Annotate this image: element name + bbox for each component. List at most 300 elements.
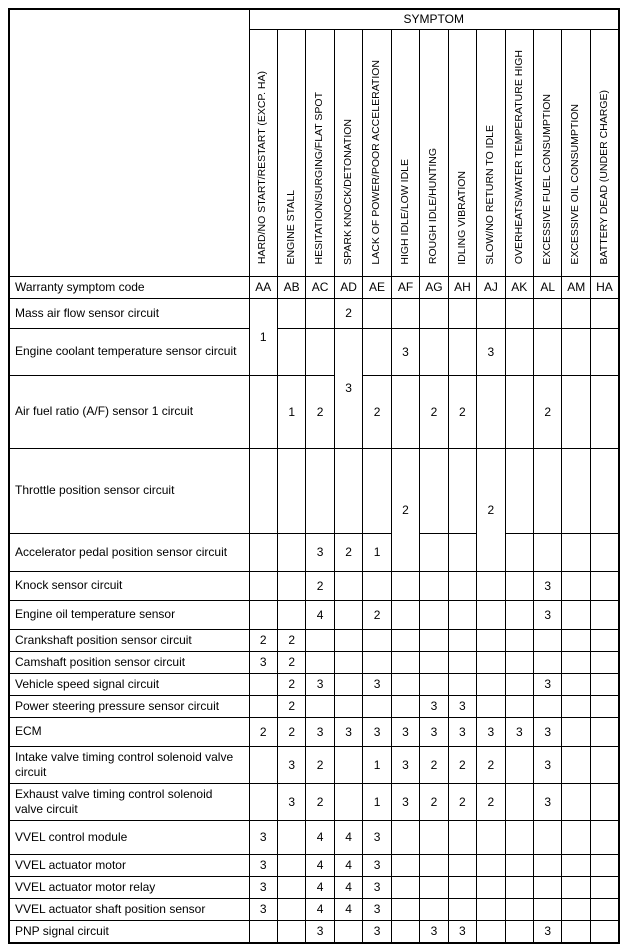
empty-cell [477,571,505,600]
row-label: PNP signal circuit [9,920,249,943]
value-cell-af: 3 [391,717,419,746]
value-cell-ab: 3 [277,746,305,783]
value-cell-aj: 2 [477,783,505,820]
empty-cell [534,695,562,717]
row-label: VVEL actuator motor relay [9,876,249,898]
value-cell-ac: 3 [306,717,334,746]
empty-cell [391,600,419,629]
symptom-column-header-ad [334,29,362,276]
empty-cell [505,876,533,898]
value-cell-ab: 2 [277,695,305,717]
value-cell-ag: 3 [420,920,448,943]
table-row [9,717,619,746]
empty-cell [448,298,476,328]
symptom-column-header-ah [448,29,476,276]
empty-cell [590,746,619,783]
value-cell-aa: 3 [249,854,277,876]
empty-cell [477,375,505,448]
empty-cell [306,298,334,328]
value-cell-ae: 3 [363,898,391,920]
empty-cell [477,651,505,673]
empty-cell [590,898,619,920]
value-cell-al: 3 [534,717,562,746]
symptom-column-header-ae [363,29,391,276]
symptom-column-header-al [534,29,562,276]
empty-cell [249,448,277,533]
empty-cell [277,820,305,854]
empty-cell [590,876,619,898]
empty-cell [505,651,533,673]
empty-cell [562,898,590,920]
value-cell-ae: 1 [363,746,391,783]
empty-cell [363,571,391,600]
warranty-code-ah: AH [448,276,476,298]
value-cell-ag: 3 [420,695,448,717]
empty-cell [562,533,590,571]
empty-cell [448,448,476,533]
value-cell-aa: 2 [249,629,277,651]
empty-cell [505,820,533,854]
value-cell-ak: 3 [505,717,533,746]
value-cell-ab: 1 [277,375,305,448]
empty-cell [505,783,533,820]
row-label: ECM [9,717,249,746]
empty-cell [448,673,476,695]
symptom-column-label: EXCESSIVE OIL CONSUMPTION [569,103,582,265]
empty-cell [505,571,533,600]
empty-cell [277,920,305,943]
value-cell-ah: 3 [448,920,476,943]
empty-cell [277,328,305,375]
warranty-code-aa: AA [249,276,277,298]
corner-cell [9,9,249,276]
value-cell-ab: 3 [277,783,305,820]
symptom-column-header-af [391,29,419,276]
empty-cell [391,629,419,651]
value-cell-aa: 3 [249,820,277,854]
empty-cell [391,876,419,898]
empty-cell [477,629,505,651]
row-label: VVEL actuator shaft position sensor [9,898,249,920]
empty-cell [562,717,590,746]
symptom-column-header-am [562,29,590,276]
warranty-code-ag: AG [420,276,448,298]
empty-cell [477,920,505,943]
empty-cell [420,448,448,533]
value-cell-al: 3 [534,783,562,820]
empty-cell [420,651,448,673]
value-cell-ah: 3 [448,695,476,717]
value-cell-al: 3 [534,920,562,943]
empty-cell [277,898,305,920]
value-cell-af: 2 [391,448,419,571]
empty-cell [249,783,277,820]
empty-cell [249,375,277,448]
value-cell-ab: 2 [277,673,305,695]
empty-cell [562,820,590,854]
empty-cell [590,651,619,673]
empty-cell [448,854,476,876]
table-row [9,328,619,375]
value-cell-al: 3 [534,600,562,629]
empty-cell [534,533,562,571]
empty-cell [562,298,590,328]
value-cell-aa: 2 [249,717,277,746]
row-label: Air fuel ratio (A/F) sensor 1 circuit [9,375,249,448]
empty-cell [505,600,533,629]
value-cell-aa: 3 [249,876,277,898]
table-row [9,746,619,783]
empty-cell [277,533,305,571]
empty-cell [590,783,619,820]
value-cell-ac: 4 [306,854,334,876]
empty-cell [306,629,334,651]
table-row [9,298,619,328]
value-cell-ah: 2 [448,746,476,783]
empty-cell [448,820,476,854]
empty-cell [505,629,533,651]
empty-cell [590,629,619,651]
table-row [9,920,619,943]
symptom-column-label: SPARK KNOCK/DETONATION [341,118,354,265]
empty-cell [534,898,562,920]
empty-cell [249,600,277,629]
empty-cell [391,673,419,695]
empty-cell [334,673,362,695]
empty-cell [505,920,533,943]
empty-cell [534,328,562,375]
empty-cell [420,328,448,375]
value-cell-ad: 3 [334,717,362,746]
table-row [9,375,619,448]
value-cell-ah: 2 [448,375,476,448]
empty-cell [590,717,619,746]
empty-cell [505,673,533,695]
value-cell-ad: 4 [334,898,362,920]
symptom-column-label: HESITATION/SURGING/FLAT SPOT [313,92,326,265]
empty-cell [505,298,533,328]
empty-cell [477,600,505,629]
empty-cell [562,600,590,629]
empty-cell [562,876,590,898]
value-cell-ac: 4 [306,876,334,898]
empty-cell [363,448,391,533]
empty-cell [249,746,277,783]
symptom-column-label: BATTERY DEAD (UNDER CHARGE) [597,90,610,265]
empty-cell [590,600,619,629]
empty-cell [590,533,619,571]
symptom-title-row [9,9,619,29]
symptom-column-header-aj [477,29,505,276]
empty-cell [562,629,590,651]
empty-cell [420,854,448,876]
symptom-column-header-ac [306,29,334,276]
table-row [9,673,619,695]
empty-cell [562,375,590,448]
empty-cell [477,673,505,695]
empty-cell [306,328,334,375]
value-cell-ad: 3 [334,328,362,448]
empty-cell [590,673,619,695]
value-cell-ag: 3 [420,717,448,746]
empty-cell [505,746,533,783]
empty-cell [334,695,362,717]
empty-cell [505,328,533,375]
value-cell-ac: 2 [306,571,334,600]
value-cell-al: 3 [534,673,562,695]
empty-cell [590,571,619,600]
empty-cell [534,820,562,854]
value-cell-ad: 4 [334,854,362,876]
symptom-column-label: ROUGH IDLE/HUNTING [427,148,440,265]
row-label: Engine coolant temperature sensor circuit [9,328,249,375]
value-cell-ac: 3 [306,920,334,943]
empty-cell [562,571,590,600]
empty-cell [505,533,533,571]
empty-cell [391,651,419,673]
empty-cell [277,448,305,533]
empty-cell [277,876,305,898]
empty-cell [249,695,277,717]
empty-cell [334,746,362,783]
empty-cell [306,695,334,717]
empty-cell [420,876,448,898]
table-row [9,854,619,876]
empty-cell [448,600,476,629]
empty-cell [534,298,562,328]
empty-cell [363,629,391,651]
empty-cell [562,695,590,717]
empty-cell [391,298,419,328]
value-cell-af: 3 [391,746,419,783]
table-row [9,600,619,629]
symptom-header: SYMPTOM [249,9,619,29]
symptom-column-label: OVERHEATS/WATER TEMPERATURE HIGH [512,50,525,265]
empty-cell [590,448,619,533]
empty-cell [590,298,619,328]
empty-cell [249,920,277,943]
empty-cell [391,920,419,943]
empty-cell [505,854,533,876]
value-cell-ae: 3 [363,854,391,876]
empty-cell [420,820,448,854]
value-cell-ah: 3 [448,717,476,746]
empty-cell [505,695,533,717]
empty-cell [363,298,391,328]
value-cell-ac: 4 [306,820,334,854]
value-cell-ab: 2 [277,629,305,651]
value-cell-ac: 3 [306,673,334,695]
warranty-code-aj: AJ [477,276,505,298]
row-label: Engine oil temperature sensor [9,600,249,629]
empty-cell [562,328,590,375]
empty-cell [505,898,533,920]
empty-cell [334,651,362,673]
empty-cell [562,448,590,533]
warranty-code-al: AL [534,276,562,298]
empty-cell [334,783,362,820]
value-cell-ag: 2 [420,783,448,820]
warranty-code-af: AF [391,276,419,298]
empty-cell [334,920,362,943]
symptom-column-label: EXCESSIVE FUEL CONSUMPTION [540,93,553,265]
symptom-rows [9,298,619,943]
empty-cell [363,328,391,375]
value-cell-aa: 3 [249,651,277,673]
symptom-column-label: LACK OF POWER/POOR ACCELERATION [370,59,383,265]
symptom-column-header-ab [277,29,305,276]
value-cell-ae: 3 [363,820,391,854]
empty-cell [534,448,562,533]
empty-cell [391,375,419,448]
value-cell-ah: 2 [448,783,476,820]
value-cell-ac: 4 [306,600,334,629]
value-cell-ad: 2 [334,533,362,571]
symptom-column-header-ak [505,29,533,276]
value-cell-ac: 2 [306,746,334,783]
empty-cell [249,533,277,571]
empty-cell [590,820,619,854]
empty-cell [277,298,305,328]
value-cell-ab: 2 [277,651,305,673]
empty-cell [477,820,505,854]
empty-cell [249,571,277,600]
empty-cell [420,673,448,695]
empty-cell [420,571,448,600]
symptom-column-header-aa [249,29,277,276]
symptom-matrix-table [8,8,620,944]
row-label: Vehicle speed signal circuit [9,673,249,695]
empty-cell [562,651,590,673]
table-row [9,898,619,920]
symptom-column-header-ag [420,29,448,276]
row-label: VVEL actuator motor [9,854,249,876]
warranty-code-ac: AC [306,276,334,298]
empty-cell [505,448,533,533]
value-cell-aa: 1 [249,298,277,375]
empty-cell [477,898,505,920]
empty-cell [562,673,590,695]
empty-cell [277,571,305,600]
empty-cell [477,854,505,876]
empty-cell [420,298,448,328]
empty-cell [420,600,448,629]
table-row [9,651,619,673]
empty-cell [534,629,562,651]
empty-cell [391,854,419,876]
warranty-code-ae: AE [363,276,391,298]
empty-cell [562,746,590,783]
table-row [9,695,619,717]
warranty-code-row [9,276,619,298]
table-row [9,448,619,533]
row-label: Knock sensor circuit [9,571,249,600]
value-cell-ae: 3 [363,920,391,943]
value-cell-af: 3 [391,783,419,820]
empty-cell [590,375,619,448]
value-cell-ad: 4 [334,820,362,854]
value-cell-ab: 2 [277,717,305,746]
value-cell-ae: 3 [363,717,391,746]
warranty-code-ha: HA [590,276,619,298]
warranty-code-ad: AD [334,276,362,298]
value-cell-aj: 2 [477,746,505,783]
empty-cell [534,876,562,898]
empty-cell [334,629,362,651]
value-cell-af: 3 [391,328,419,375]
table-row [9,629,619,651]
empty-cell [590,920,619,943]
table-row [9,571,619,600]
empty-cell [249,673,277,695]
table-row [9,876,619,898]
empty-cell [448,533,476,571]
empty-cell [448,571,476,600]
empty-cell [590,695,619,717]
table-row [9,533,619,571]
warranty-row-label: Warranty symptom code [9,276,249,298]
empty-cell [334,448,362,533]
empty-cell [420,533,448,571]
warranty-code-ak: AK [505,276,533,298]
row-label: Exhaust valve timing control solenoid valve circuit [9,783,249,820]
empty-cell [590,328,619,375]
value-cell-aj: 2 [477,448,505,571]
value-cell-ad: 2 [334,298,362,328]
table-header [9,9,619,298]
empty-cell [562,920,590,943]
symptom-column-label: ENGINE STALL [284,190,297,265]
empty-cell [477,298,505,328]
warranty-code-ab: AB [277,276,305,298]
value-cell-ae: 1 [363,533,391,571]
row-label: Accelerator pedal position sensor circuit [9,533,249,571]
empty-cell [562,854,590,876]
empty-cell [363,695,391,717]
empty-cell [505,375,533,448]
empty-cell [590,854,619,876]
value-cell-aj: 3 [477,328,505,375]
empty-cell [391,820,419,854]
row-label: Throttle position sensor circuit [9,448,249,533]
empty-cell [477,876,505,898]
empty-cell [277,600,305,629]
empty-cell [306,448,334,533]
empty-cell [391,571,419,600]
empty-cell [562,783,590,820]
symptom-column-label: HARD/NO START/RESTART (EXCP. HA) [256,71,269,265]
table-row [9,783,619,820]
row-label: Intake valve timing control solenoid valve circuit [9,746,249,783]
empty-cell [420,629,448,651]
value-cell-ae: 2 [363,375,391,448]
empty-cell [334,600,362,629]
empty-cell [277,854,305,876]
table-row [9,820,619,854]
symptom-column-label: SLOW/NO RETURN TO IDLE [484,124,497,265]
value-cell-ae: 2 [363,600,391,629]
empty-cell [477,695,505,717]
empty-cell [363,651,391,673]
empty-cell [391,695,419,717]
warranty-code-am: AM [562,276,590,298]
value-cell-ae: 3 [363,876,391,898]
value-cell-al: 2 [534,375,562,448]
value-cell-al: 3 [534,746,562,783]
symptom-column-label: HIGH IDLE/LOW IDLE [398,158,411,265]
row-label: Power steering pressure sensor circuit [9,695,249,717]
row-label: Camshaft position sensor circuit [9,651,249,673]
